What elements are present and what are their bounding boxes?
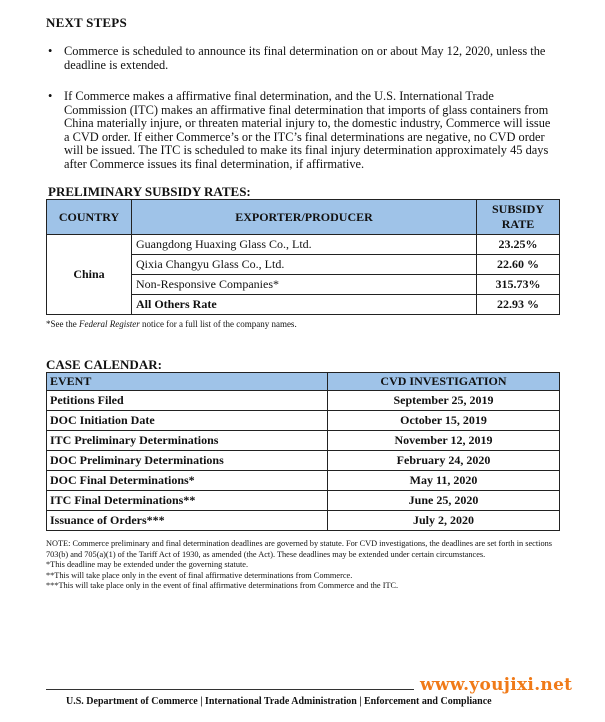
column-header-country: COUNTRY xyxy=(47,200,132,235)
date-cell: February 24, 2020 xyxy=(328,451,560,471)
column-header-producer: EXPORTER/PRODUCER xyxy=(132,200,477,235)
producer-cell: Non-Responsive Companies* xyxy=(132,275,477,295)
event-cell: ITC Preliminary Determinations xyxy=(47,431,328,451)
rate-cell: 23.25% xyxy=(477,235,560,255)
note-line: ***This will take place only in the event of final affirmative determinations from Commerce and the ITC. xyxy=(46,581,399,591)
date-cell: July 2, 2020 xyxy=(328,511,560,531)
next-steps-heading: NEXT STEPS xyxy=(46,15,127,30)
rate-cell: 22.93 % xyxy=(477,295,560,315)
event-cell: ITC Final Determinations** xyxy=(47,491,328,511)
calendar-notes xyxy=(46,539,562,592)
table-header-row xyxy=(47,373,560,391)
table-row xyxy=(47,431,560,451)
table-row xyxy=(47,491,560,511)
table-row xyxy=(47,235,560,255)
event-cell: Petitions Filed xyxy=(47,391,328,411)
table-row xyxy=(47,511,560,531)
table-row xyxy=(47,451,560,471)
bullet-item xyxy=(48,45,560,75)
bullet-text: Commerce is scheduled to announce its final determination on or about May 12, 2020, unless the deadline is extended. xyxy=(64,44,546,72)
note-line: **This will take place only in the event of final affirmative determinations from Commerce. xyxy=(46,570,353,580)
event-cell: DOC Final Determinations* xyxy=(47,471,328,491)
producer-cell: All Others Rate xyxy=(132,295,477,315)
bullet-item xyxy=(48,90,560,175)
footnote-post: notice for a full list of the company names. xyxy=(139,319,297,329)
federal-register-ref: Federal Register xyxy=(79,319,140,329)
page-footer: U.S. Department of Commerce | International Trade Administration | Enforcement and Compliance xyxy=(66,696,492,707)
note-line: *This deadline may be extended under the governing statute. xyxy=(46,560,249,570)
bullet-glyph: • xyxy=(48,44,53,58)
case-calendar-heading: CASE CALENDAR: xyxy=(46,357,162,372)
subsidy-rates-heading: PRELIMINARY SUBSIDY RATES: xyxy=(48,184,251,199)
rates-footnote xyxy=(46,319,297,329)
event-cell: Issuance of Orders*** xyxy=(47,511,328,531)
rate-cell: 315.73% xyxy=(477,275,560,295)
producer-cell: Qixia Changyu Glass Co., Ltd. xyxy=(132,255,477,275)
event-cell: DOC Preliminary Determinations xyxy=(47,451,328,471)
footnote-pre: *See the xyxy=(46,319,79,329)
table-row xyxy=(47,411,560,431)
table-header-row xyxy=(47,200,560,235)
country-cell: China xyxy=(47,235,132,315)
date-cell: May 11, 2020 xyxy=(328,471,560,491)
event-cell: DOC Initiation Date xyxy=(47,411,328,431)
case-calendar-table xyxy=(46,372,560,531)
date-cell: October 15, 2019 xyxy=(328,411,560,431)
note-paragraph: NOTE: Commerce preliminary and final determination deadlines are governed by statute. For CVD investigations, the deadlines are set forth in sections 703(b) and 705(a)(1) of the Tariff Act of 1930, as amended (the Act). These deadlines may be extended under certain circumstances. xyxy=(46,539,552,559)
date-cell: September 25, 2019 xyxy=(328,391,560,411)
rate-cell: 22.60 % xyxy=(477,255,560,275)
column-header-rate: SUBSIDY RATE xyxy=(477,200,560,235)
bullet-glyph: • xyxy=(48,89,53,103)
date-cell: November 12, 2019 xyxy=(328,431,560,451)
date-cell: June 25, 2020 xyxy=(328,491,560,511)
column-header-cvd: CVD INVESTIGATION xyxy=(328,373,560,391)
table-row xyxy=(47,471,560,491)
footer-divider xyxy=(46,689,414,690)
column-header-event: EVENT xyxy=(47,373,328,391)
producer-cell: Guangdong Huaxing Glass Co., Ltd. xyxy=(132,235,477,255)
bullet-text: If Commerce makes a affirmative final determination, and the U.S. International Trade Commission (ITC) makes an affirmative final determination that imports of glass containers from China materially injure, or threaten material injury to, the domestic industry, Commerce will issue a CVD order. If either Commerce’s or the ITC’s final determinations are negative, no CVD order will be issued. The ITC is scheduled to make its final injury determination approximately 45 days after Commerce issues its final determination, if affirmative. xyxy=(64,89,551,171)
subsidy-rates-table xyxy=(46,199,560,315)
watermark: www.youjixi.net xyxy=(420,675,573,695)
table-row xyxy=(47,391,560,411)
